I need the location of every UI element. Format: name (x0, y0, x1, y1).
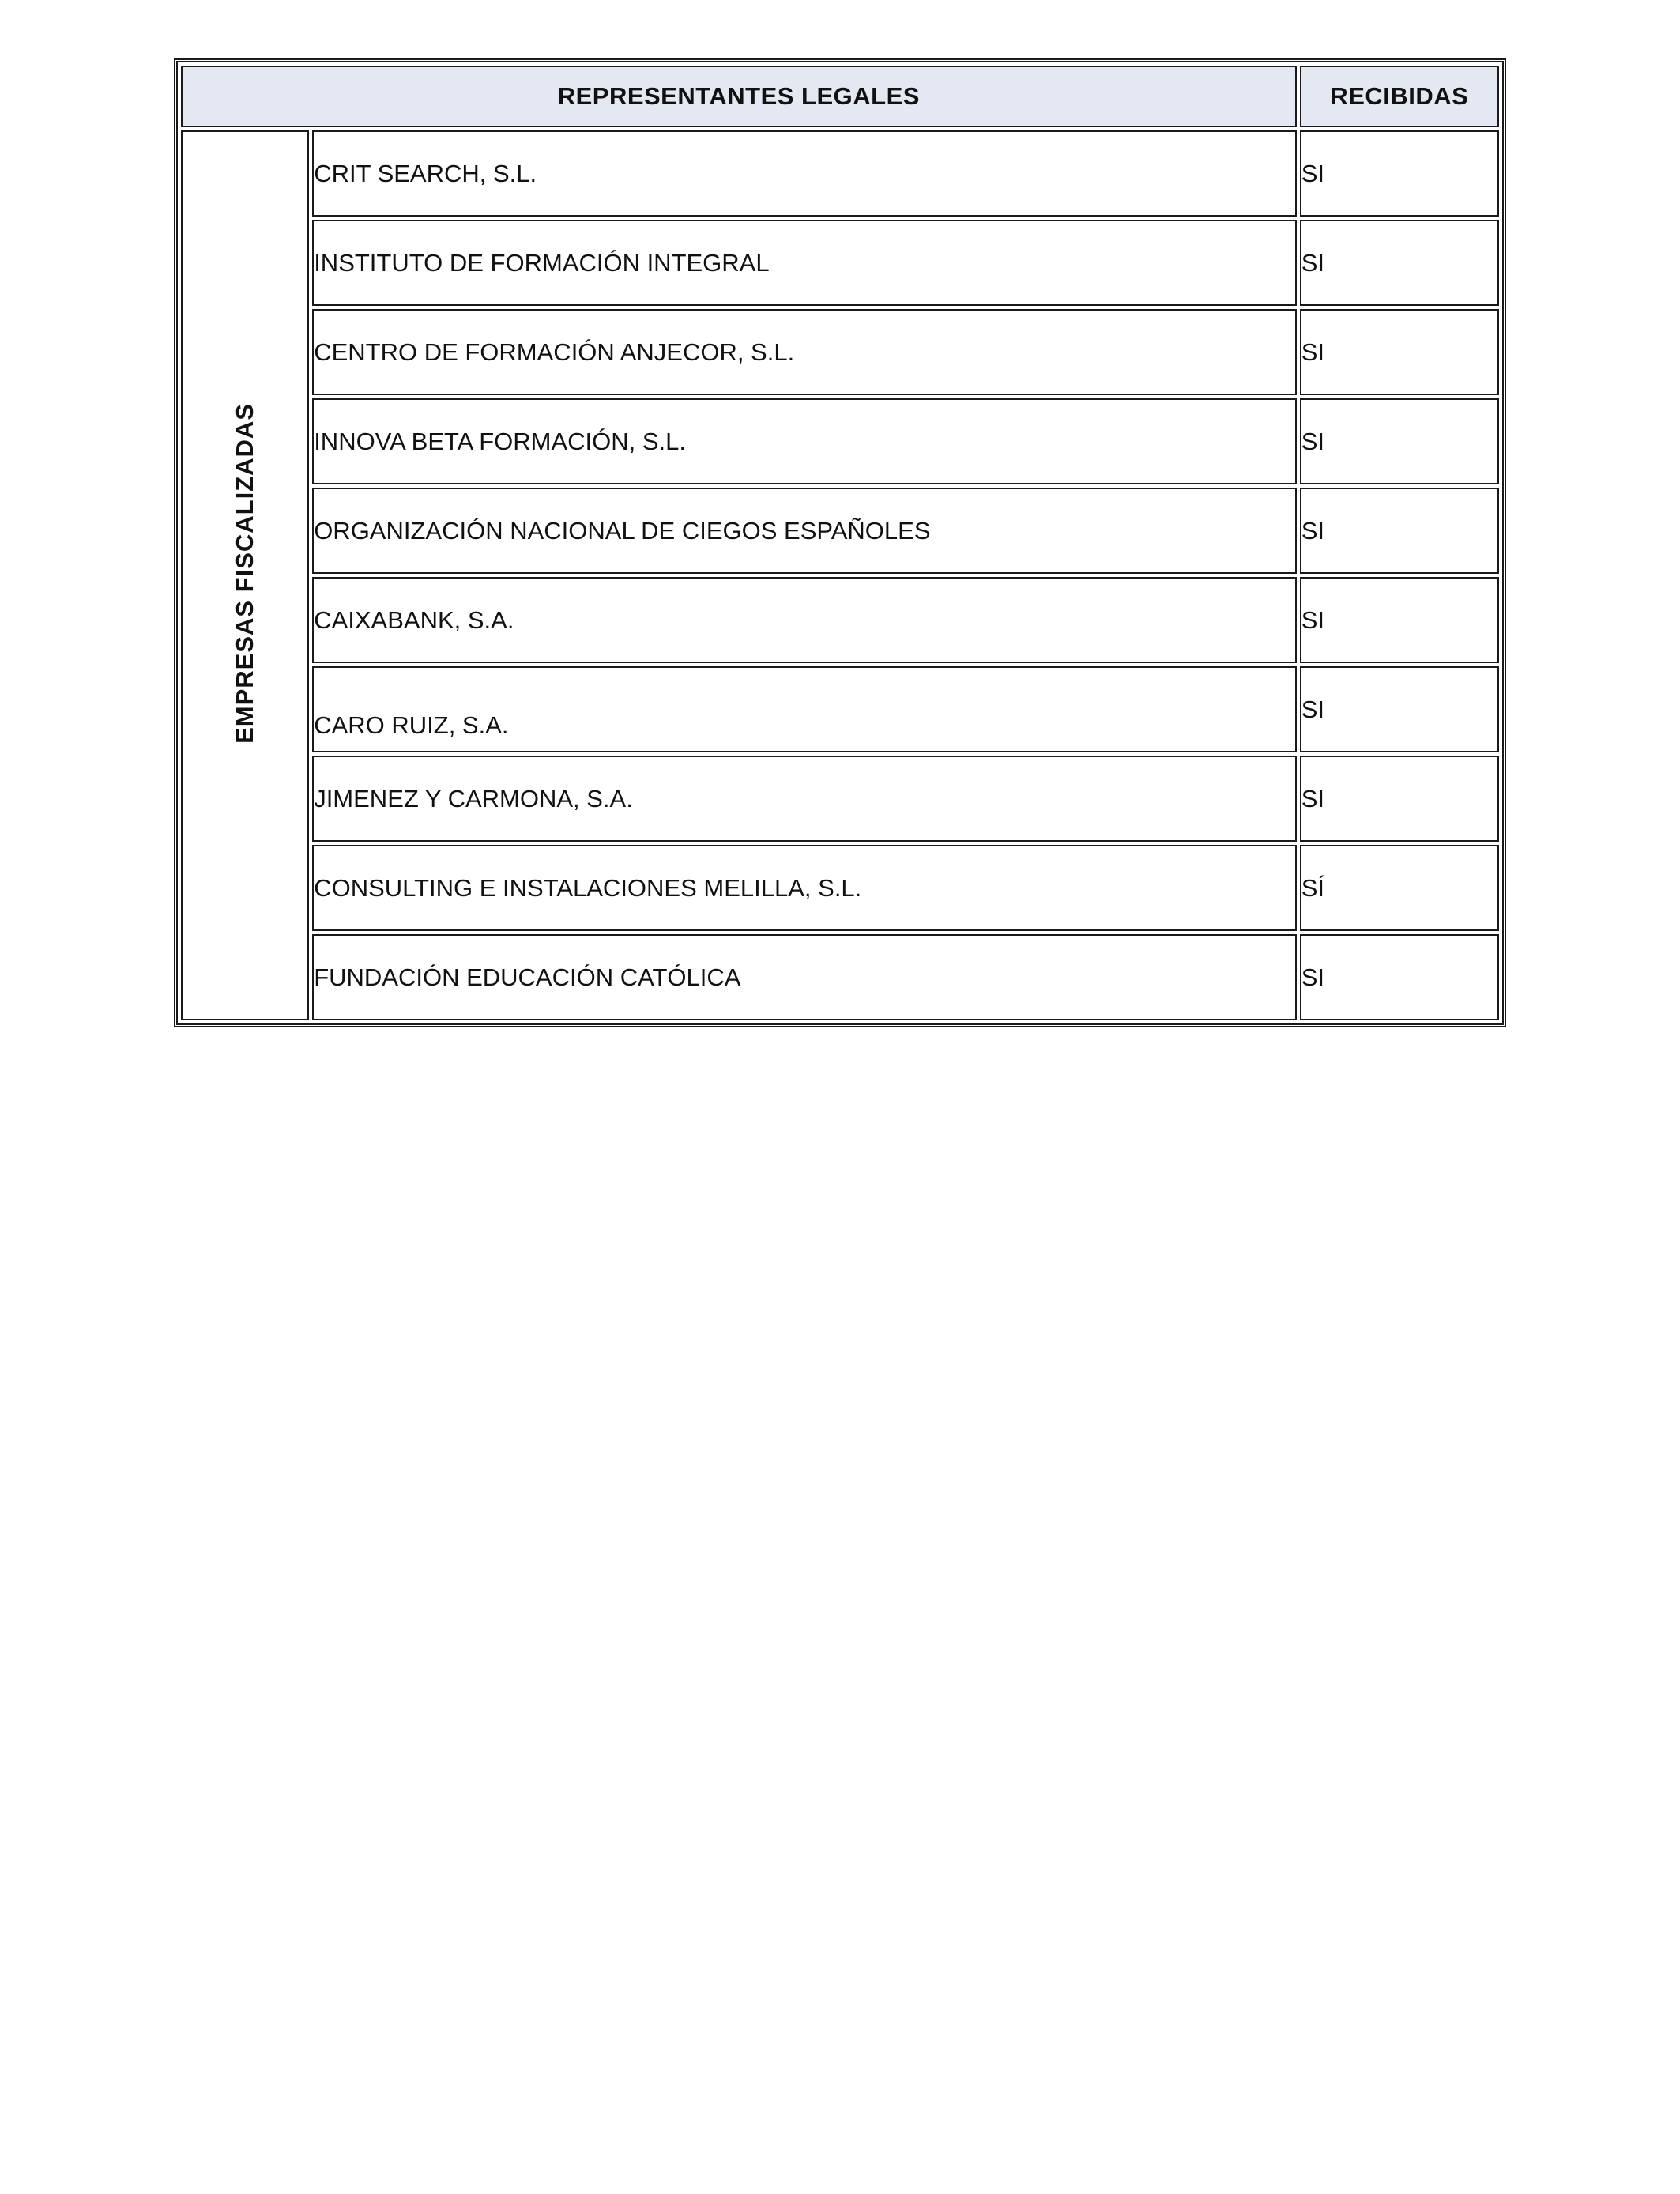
table-row (181, 309, 1499, 395)
received-value: SI (1300, 398, 1499, 484)
table-row (181, 666, 1499, 752)
header-legal-representatives: REPRESENTANTES LEGALES (181, 66, 1297, 127)
company-name: JIMENEZ Y CARMONA, S.A. (312, 756, 1297, 842)
table-row (181, 398, 1499, 484)
company-name: CARO RUIZ, S.A. (312, 666, 1297, 752)
company-name: CENTRO DE FORMACIÓN ANJECOR, S.L. (312, 309, 1297, 395)
received-value: SI (1300, 220, 1499, 306)
company-name: CRIT SEARCH, S.L. (312, 130, 1297, 217)
company-name: INSTITUTO DE FORMACIÓN INTEGRAL (312, 220, 1297, 306)
table-row (181, 845, 1499, 931)
received-value: SI (1300, 488, 1499, 574)
header-received: RECIBIDAS (1300, 66, 1499, 127)
table-row (181, 934, 1499, 1020)
side-label-audited-companies: EMPRESAS FISCALIZADAS (231, 403, 259, 744)
representatives-table-frame (174, 58, 1506, 1027)
table-row (181, 756, 1499, 842)
company-name: INNOVA BETA FORMACIÓN, S.L. (312, 398, 1297, 484)
table-row (181, 130, 1499, 217)
received-value: SI (1300, 756, 1499, 842)
table-row (181, 220, 1499, 306)
received-value: SI (1300, 130, 1499, 217)
table-row (181, 577, 1499, 663)
received-value: SI (1300, 309, 1499, 395)
received-value: SI (1300, 577, 1499, 663)
received-value: SI (1300, 666, 1499, 752)
table-header-row (181, 66, 1499, 127)
company-name: CAIXABANK, S.A. (312, 577, 1297, 663)
company-name: FUNDACIÓN EDUCACIÓN CATÓLICA (312, 934, 1297, 1020)
company-name: ORGANIZACIÓN NACIONAL DE CIEGOS ESPAÑOLES (312, 488, 1297, 574)
received-value: SÍ (1300, 845, 1499, 931)
side-group-cell (181, 130, 309, 1020)
representatives-table (178, 62, 1502, 1023)
table-row (181, 488, 1499, 574)
company-name: CONSULTING E INSTALACIONES MELILLA, S.L. (312, 845, 1297, 931)
received-value: SI (1300, 934, 1499, 1020)
